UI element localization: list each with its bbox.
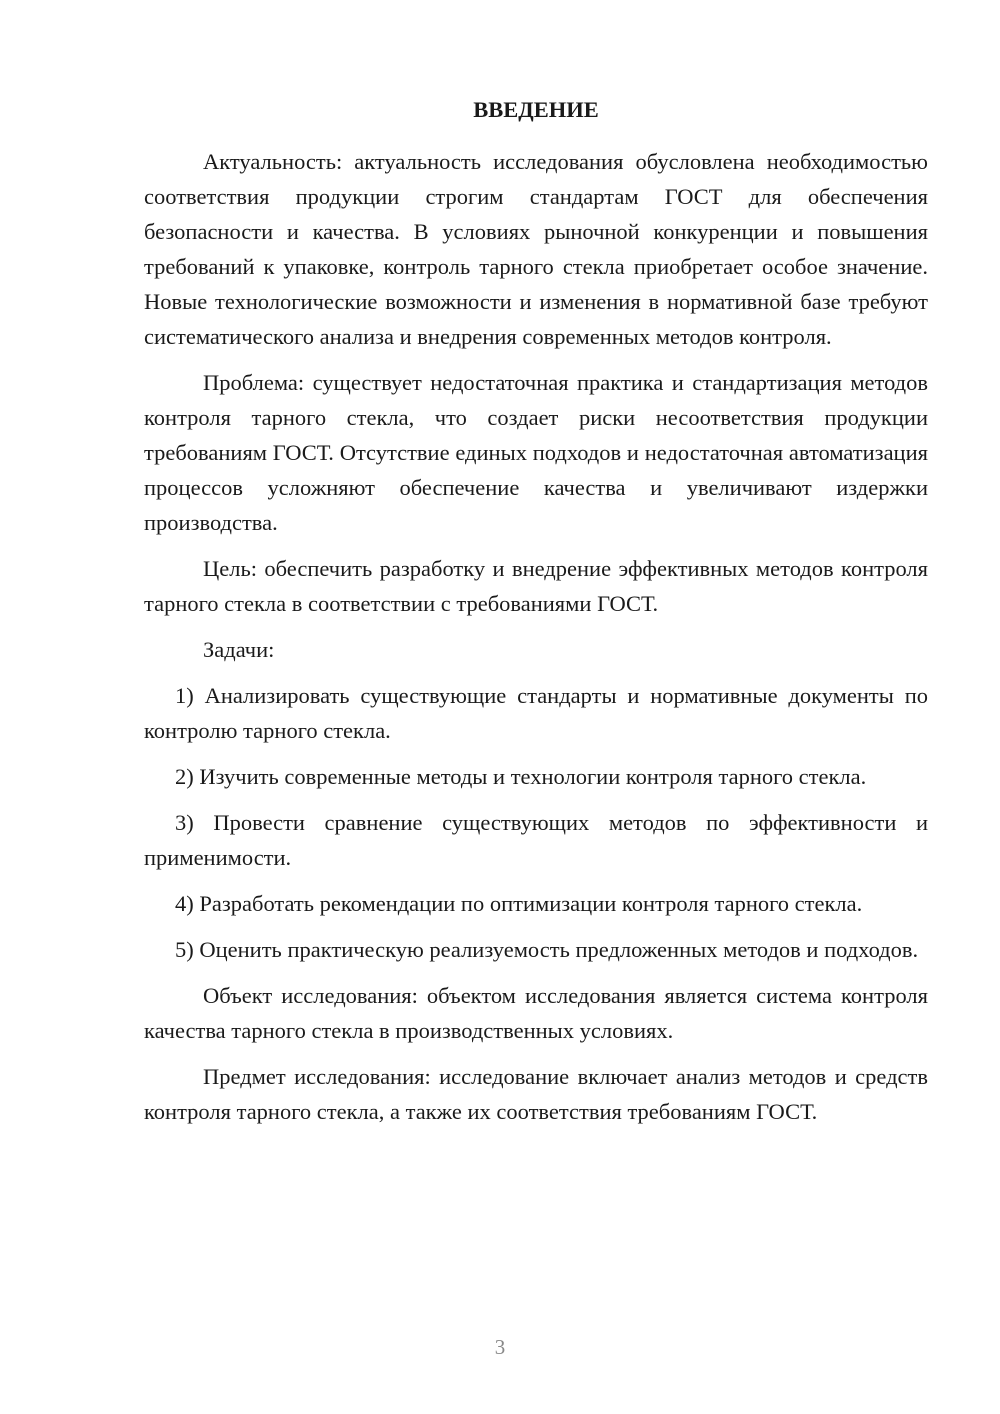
- document-body: [144, 92, 928, 1140]
- list-item: 2) Изучить современные методы и технологии контроля тарного стекла.: [175, 764, 867, 789]
- paragraph-problem: Проблема: существует недостаточная практика и стандартизация методов контроля тарного стекла, что создает риски несоответствия продукции требованиям ГОСТ. Отсутствие единых подходов и недостаточная автоматизация процессов усложняют обеспечение качества и увеличивают издержки производства.: [144, 370, 928, 535]
- paragraph-object: Объект исследования: объектом исследования является система контроля качества тарного стекла в производственных условиях.: [144, 983, 928, 1043]
- list-item: 3) Провести сравнение существующих методов по эффективности и применимости.: [144, 810, 928, 870]
- list-item: 4) Разработать рекомендации по оптимизации контроля тарного стекла.: [175, 891, 863, 916]
- tasks-label: Задачи:: [203, 637, 275, 662]
- paragraph-goal: Цель: обеспечить разработку и внедрение эффективных методов контроля тарного стекла в соответствии с требованиями ГОСТ.: [144, 556, 928, 616]
- tasks-list: [144, 678, 928, 967]
- paragraph-subject: Предмет исследования: исследование включает анализ методов и средств контроля тарного стекла, а также их соответствия требованиям ГОСТ.: [144, 1064, 928, 1124]
- page-number: 3: [494, 1335, 506, 1359]
- list-item: 1) Анализировать существующие стандарты и нормативные документы по контролю тарного стекла.: [144, 683, 928, 743]
- list-item: 5) Оценить практическую реализуемость предложенных методов и подходов.: [175, 937, 919, 962]
- section-heading: ВВЕДЕНИЕ: [473, 97, 599, 122]
- paragraph-relevance: Актуальность: актуальность исследования обусловлена необходимостью соответствия продукции строгим стандартам ГОСТ для обеспечения безопасности и качества. В условиях рыночной конкуренции и повышения требований к упаковке, контроль тарного стекла приобретает особое значение. Новые технологические возможности и изменения в нормативной базе требуют систематического анализа и внедрения современных методов контроля.: [144, 149, 928, 349]
